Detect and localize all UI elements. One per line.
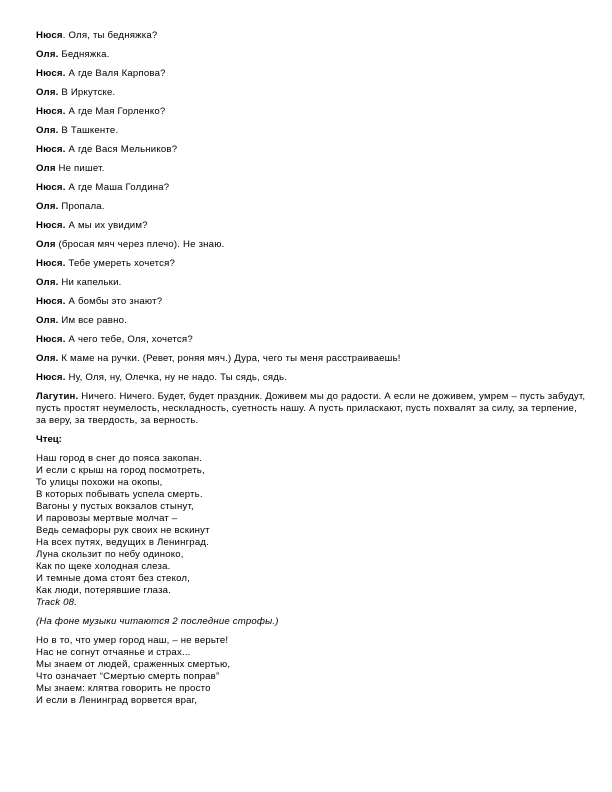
dialogue-line bbox=[36, 220, 586, 232]
speaker-name: Оля. bbox=[36, 277, 59, 288]
speaker-name: Нюся. bbox=[36, 182, 66, 193]
speaker-name: Нюся. bbox=[36, 258, 66, 269]
speech-text: А где Валя Карпова? bbox=[65, 68, 166, 79]
reader-heading: Чтец: bbox=[36, 434, 62, 445]
dialogue-line bbox=[36, 258, 586, 270]
poem-line: Вагоны у пустых вокзалов стынут, bbox=[36, 501, 194, 512]
speaker-name: Оля. bbox=[36, 315, 59, 326]
speaker-name: Лагутин. bbox=[36, 391, 79, 402]
speech-text: А чего тебе, Оля, хочется? bbox=[65, 334, 193, 345]
speaker-name: Нюся bbox=[36, 30, 63, 41]
dialogue-line bbox=[36, 49, 586, 61]
poem-stanza-1 bbox=[36, 453, 586, 597]
poem-line: Луна скользит по небу одиноко, bbox=[36, 549, 184, 560]
stage-note: (На фоне музыки читаются 2 последние строфы.) bbox=[36, 616, 279, 627]
poem-line: Как по щеке холодная слеза. bbox=[36, 561, 171, 572]
poem-line: Как люди, потерявшие глаза. bbox=[36, 585, 172, 596]
speaker-name: Нюся. bbox=[36, 220, 66, 231]
speaker-name: Оля. bbox=[36, 125, 59, 136]
document-page bbox=[36, 30, 586, 713]
speech-text: А мы их увидим? bbox=[65, 220, 148, 231]
speaker-name: Оля. bbox=[36, 201, 59, 212]
speech-text: Ну, Оля, ну, Олечка, ну не надо. Ты сядь, сядь. bbox=[65, 372, 288, 383]
dialogue-line bbox=[36, 106, 586, 118]
dialogue-line bbox=[36, 315, 586, 327]
dialogue-line bbox=[36, 353, 586, 365]
speaker-name: Нюся. bbox=[36, 334, 66, 345]
poem-line: Но в то, что умер город наш, – не верьте! bbox=[36, 635, 229, 646]
speech-text: В Ташкенте. bbox=[58, 125, 119, 136]
speech-text: А бомбы это знают? bbox=[65, 296, 163, 307]
poem-line: В которых побывать успела смерть. bbox=[36, 489, 203, 500]
speech-text: Ни капельки. bbox=[58, 277, 122, 288]
poem-line: На всех путях, ведущих в Ленинград. bbox=[36, 537, 210, 548]
poem-line: И темные дома стоят без стекол, bbox=[36, 573, 191, 584]
dialogue-line bbox=[36, 296, 586, 308]
speech-text: Не пишет. bbox=[55, 163, 105, 174]
speaker-name: Нюся. bbox=[36, 106, 66, 117]
speaker-name: Нюся. bbox=[36, 372, 66, 383]
dialogue-line bbox=[36, 334, 586, 346]
speech-text: Ничего. Ничего. Будет, будет праздник. Доживем мы до радости. А если не доживем, умрем – пусть забудут, пусть простят неумелость, нескладность, суетность нашу. А пусть приласкают, пусть похвалят за силу, за терпение, за веру, за твердость, за верность. bbox=[36, 391, 586, 426]
speech-text: К маме на ручки. (Ревет, роняя мяч.) Дура, чего ты меня расстраиваешь! bbox=[58, 353, 401, 364]
speech-text: А где Мая Горленко? bbox=[65, 106, 166, 117]
poem-line: Мы знаем: клятва говорить не просто bbox=[36, 683, 211, 694]
dialogue-line bbox=[36, 30, 586, 42]
dialogue-line bbox=[36, 277, 586, 289]
poem-line: То улицы похожи на окопы, bbox=[36, 477, 163, 488]
speaker-name: Оля. bbox=[36, 87, 59, 98]
poem-line: Нас не согнут отчаянье и страх... bbox=[36, 647, 191, 658]
speaker-name: Нюся. bbox=[36, 144, 66, 155]
speech-text: Пропала. bbox=[58, 201, 105, 212]
speaker-name: Оля bbox=[36, 239, 56, 250]
speech-text: А где Вася Мельников? bbox=[65, 144, 178, 155]
speaker-name: Нюся. bbox=[36, 296, 66, 307]
speech-text: Тебе умереть хочется? bbox=[65, 258, 176, 269]
dialogue-line bbox=[36, 239, 586, 251]
dialogue-section bbox=[36, 30, 586, 384]
poem-line: И паровозы мертвые молчат – bbox=[36, 513, 178, 524]
poem-line: Что означает “Смертью смерть поправ” bbox=[36, 671, 220, 682]
poem-line: Мы знаем от людей, сраженных смертью, bbox=[36, 659, 231, 670]
track-label: Track 08. bbox=[36, 597, 78, 608]
poem-line: Наш город в снег до пояса закопан. bbox=[36, 453, 203, 464]
dialogue-line bbox=[36, 68, 586, 80]
dialogue-line bbox=[36, 87, 586, 99]
dialogue-line bbox=[36, 372, 586, 384]
lagutin-paragraph bbox=[36, 391, 586, 427]
poem-line: Ведь семафоры рук своих не вскинут bbox=[36, 525, 210, 536]
speaker-name: Оля. bbox=[36, 49, 59, 60]
speech-text: Бедняжка. bbox=[58, 49, 110, 60]
speech-text: А где Маша Голдина? bbox=[65, 182, 170, 193]
dialogue-line bbox=[36, 125, 586, 137]
poem-line: И если в Ленинград ворвется враг, bbox=[36, 695, 198, 706]
dialogue-line bbox=[36, 182, 586, 194]
speech-text: . Оля, ты бедняжка? bbox=[62, 30, 158, 41]
speaker-name: Нюся. bbox=[36, 68, 66, 79]
poem-stanza-2 bbox=[36, 635, 586, 707]
speaker-name: Оля bbox=[36, 163, 56, 174]
dialogue-line bbox=[36, 144, 586, 156]
dialogue-line bbox=[36, 163, 586, 175]
speech-text: (бросая мяч через плечо). Не знаю. bbox=[55, 239, 225, 250]
poem-line: И если с крыш на город посмотреть, bbox=[36, 465, 205, 476]
speaker-name: Оля. bbox=[36, 353, 59, 364]
speech-text: В Иркутске. bbox=[58, 87, 116, 98]
speech-text: Им все равно. bbox=[58, 315, 127, 326]
dialogue-line bbox=[36, 201, 586, 213]
